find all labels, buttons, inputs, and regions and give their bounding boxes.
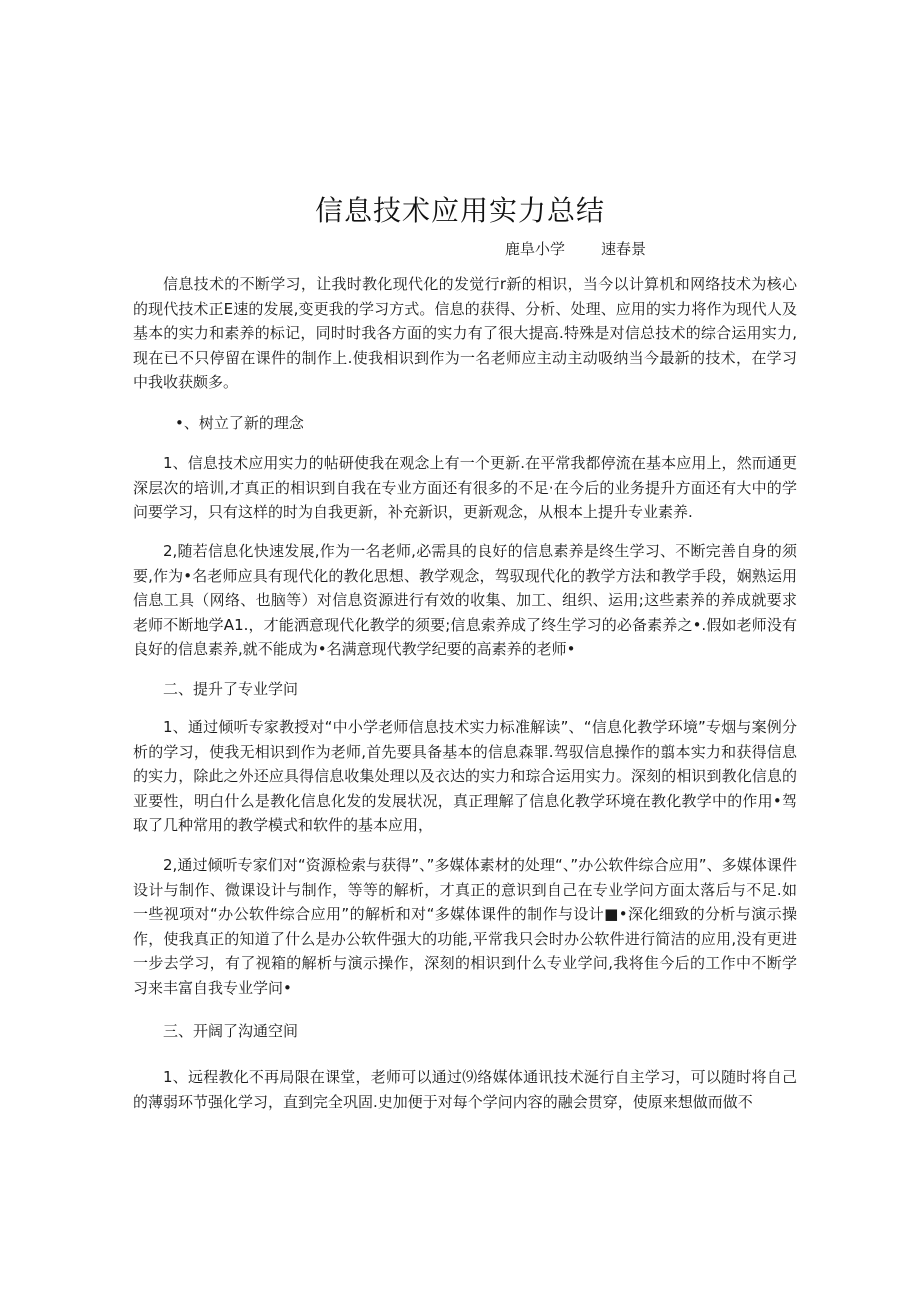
section-1-heading: •、树立了新的理念 xyxy=(175,414,304,432)
section-1-paragraph-1: 1、信息技术应用实力的帖研使我在观念上有一个更新.在平常我都停流在基本应用上，然而通更深层次的培训,才真正的相识到自我在专业方面还有很多的不足·在今后的业务提升方面还有大中的学问要学习，只有这样的时为自我更新，补充新识，更新观念，从根本上提升专业素养. xyxy=(133,454,797,521)
section-2-paragraph-1: 1、通过倾听专家教授对“中小学老师信息技术实力标准解读”、“信息化教学环境”专烟与案例分析的学习，使我无相识到作为老师,首先要具备基本的信息森罪.驾驭信息操作的翦本实力和获得信息的实力，除此之外还应具得信息收集处理以及衣达的实力和琮合运用实力。深刻的相识到教化信息的亚要性，明白什么是教化信息化发的发展状况，真正理解了信息化教学环境在教化教学中的作用•驾取了几种常用的教学模式和软件的基本应用， xyxy=(133,718,797,834)
author-name: 速春景 xyxy=(601,240,647,258)
section-2-paragraph-2: 2,通过倾听专家们对“资源检索与获得”、”多媒体素材的处理“、”办公软件综合应用”、多媒体课件设计与制作、微课设计与制作，等等的解析，才真正的意识到自己在专业学问方面太落后与不足.如一些视项对“办公软件综合应用”的解析和对“多媒体课件的制作与设计■•深化细致的分析与演示操作，使我真正的知道了什么是办公软件强大的功能,平常我只会时办公软件进行简洁的应用,没有更进一步去学习，有了视箱的解析与演示操作，深刻的相识到什么专业学问,我将隹今后的工作中不断学习来丰富自我专业学问• xyxy=(133,856,797,997)
section-2-heading: 二、提升了专业学问 xyxy=(163,680,299,698)
section-1-paragraph-2: 2,随若信息化快速发展,作为一名老师,必需具的良好的信息素养是终生学习、不断完善自身的须要,作为•名老师应具有现代化的教化思想、教学观念，驾驭现代化的教学方法和教学手段，娴熟运用信息工具（网络、也脑等）对信息资源进行有效的收集、加工、组织、运用;这些素养的养成就要求老师不断地学A1.，才能洒意现代化教学的须要;信息索养成了终生学习的必备素养之•.假如老师没有良好的信息素养,就不能成为•名满意现代教学纪要的高素养的老师• xyxy=(133,542,797,658)
document-title: 信息技术应用实力总结 xyxy=(314,193,605,227)
section-3-paragraph-1: 1、远程教化不再局限在课堂，老师可以通过⑼络媒体通讯技术涎行自主学习，可以随时将自己的薄弱环节强化学习，直到完全巩固.史加便于对每个学问内容的融会贯穿，使原来想做而做不 xyxy=(133,1068,797,1111)
author-line xyxy=(505,238,646,259)
intro-paragraph: 信息技术的不断学习，让我时教化现代化的发觉行r新的相识，当今以计算机和网络技术为核心的现代技术正E速的发展,变更我的学习方式。信息的获得、分析、处理、应用的实力将作为现代人及基本的实力和素养的标记，同时时我各方面的实力有了很大提高.特殊是对信总技术的综合运用实力,现在已不只停留在课件的制作上.使我相识到作为一名老师应主动主动吸纳当今最新的技术，在学习中我收获颇多。 xyxy=(133,275,797,391)
section-3-heading: 三、开阔了沟通空间 xyxy=(163,1022,299,1040)
author-school: 鹿阜小学 xyxy=(505,240,566,258)
